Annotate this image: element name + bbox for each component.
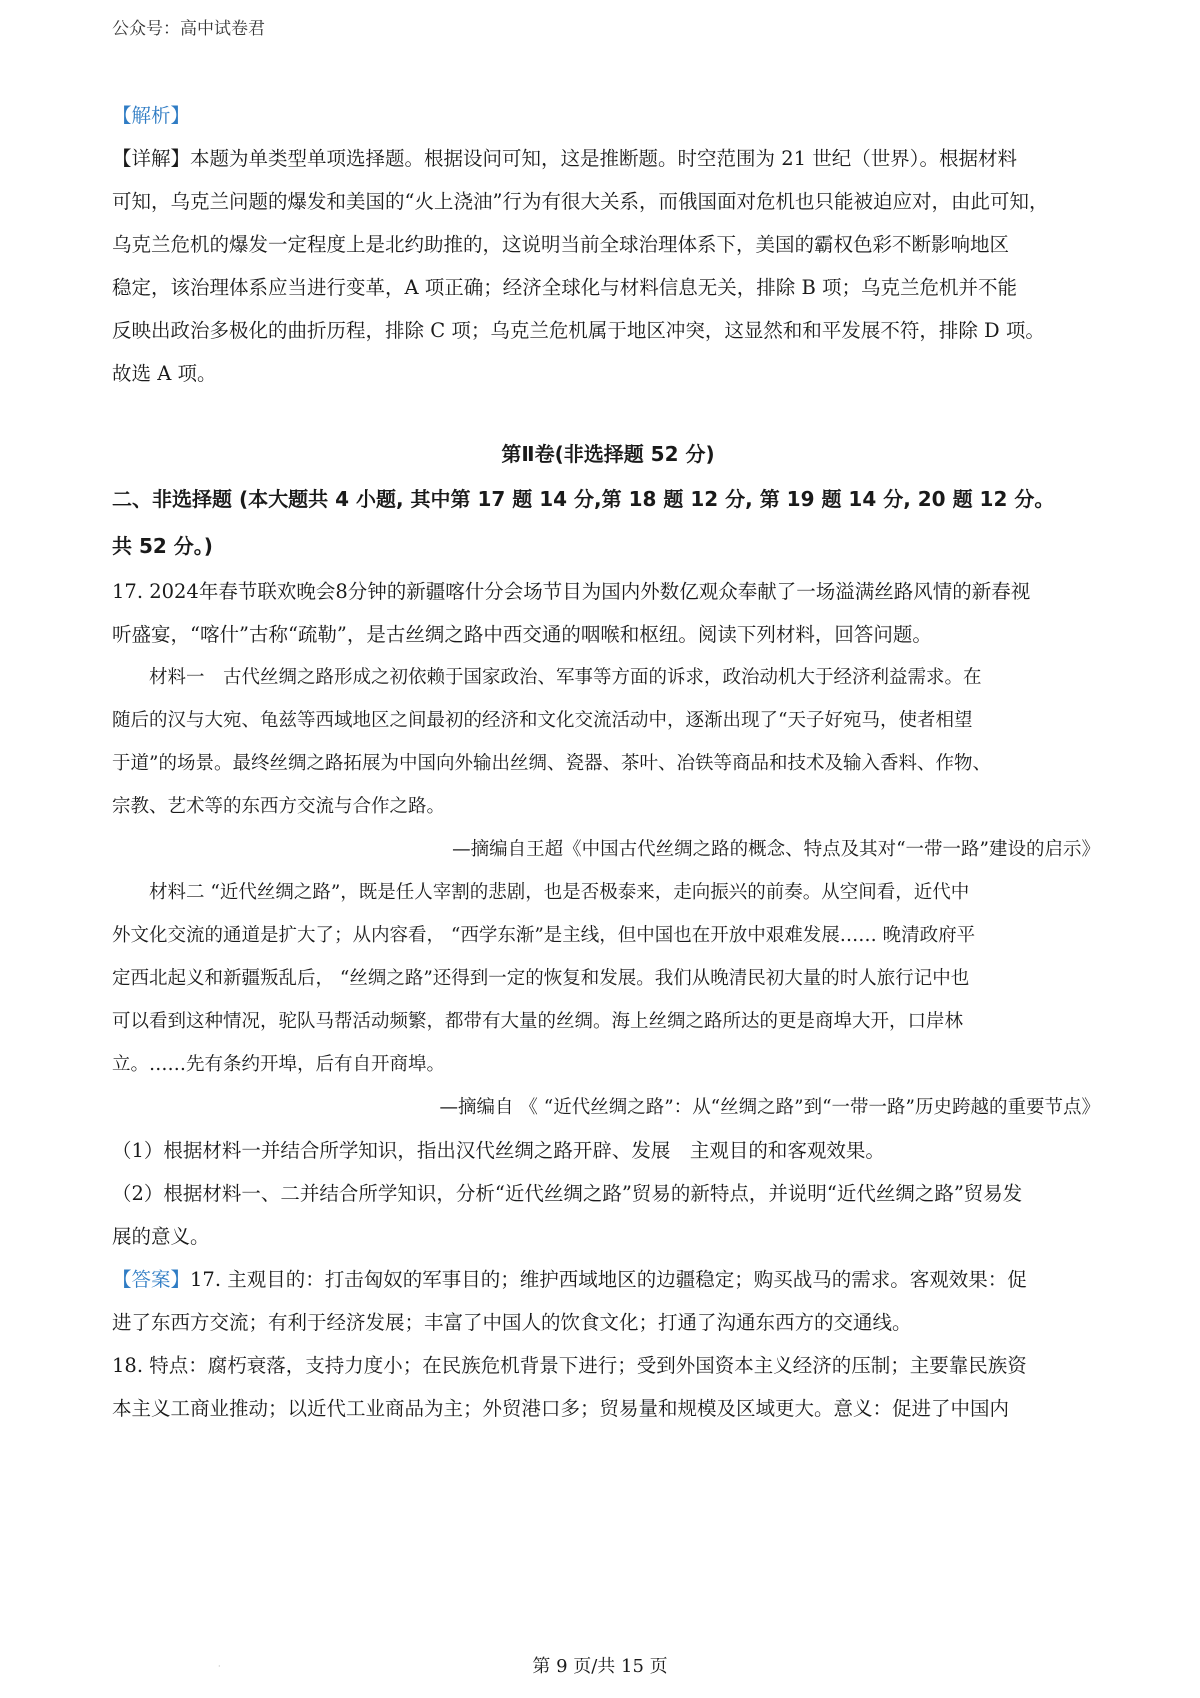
q17-sub2-line-2: 展的意义。 [112, 1225, 210, 1248]
analysis-line-1: 【详解】本题为单类型单项选择题。根据设问可知，这是推断题。时空范围为 21 世纪（世界）。根据材料 [112, 147, 1017, 170]
material1-source: —摘编自王超《中国古代丝绸之路的概念、特点及其对“一带一路”建设的启示》 [452, 839, 1100, 860]
material1-line-4: 宗教、艺术等的东西方交流与合作之路。 [112, 796, 446, 817]
q17-sub1: （1）根据材料一并结合所学知识，指出汉代丝绸之路开辟、发展 主观目的和客观效果。 [112, 1139, 885, 1162]
q17-sub2-line-1: （2）根据材料一、二并结合所学知识，分析“近代丝绸之路”贸易的新特点，并说明“近代丝绸之路”贸易发 [112, 1182, 1023, 1205]
q17-stem-2: 听盛宴，“喀什”古称“疏勒”，是古丝绸之路中西交通的咽喉和枢纽。阅读下列材料，回答问题。 [112, 623, 932, 646]
header-note: 公众号：高中试卷君 [112, 19, 265, 39]
analysis-line-4: 稳定，该治理体系应当进行变革，A 项正确；经济全球化与材料信息无关，排除 B 项；乌克兰危机并不能 [112, 276, 1018, 299]
analysis-line-3: 乌克兰危机的爆发一定程度上是北约助推的，这说明当前全球治理体系下，美国的霸权色彩不断影响地区 [112, 233, 1010, 256]
answer-18-line-2: 本主义工商业推动；以近代工业商品为主；外贸港口多；贸易量和规模及区域更大。意义：促进了中国内 [112, 1397, 1010, 1420]
material2-line-3: 定西北起义和新疆叛乱后， “丝绸之路”还得到一定的恢复和发展。我们从晚清民初大量的时人旅行记中也 [112, 968, 970, 989]
section-heading-2: 共 52 分。) [112, 534, 213, 558]
analysis-line-2: 可知，乌克兰问题的爆发和美国的“火上浇油”行为有很大关系，而俄国面对危机也只能被迫应对，由此可知， [112, 190, 1049, 213]
material2-source: —摘编自 《 “近代丝绸之路”：从“丝绸之路”到“一带一路”历史跨越的重要节点》 [439, 1097, 1100, 1118]
section-title: 第Ⅱ卷(非选择题 52 分) [501, 442, 715, 466]
answer-17-line-2: 进了东西方交流；有利于经济发展；丰富了中国人的饮食文化；打通了沟通东西方的交通线。 [112, 1311, 912, 1334]
q17-stem-1: 17. 2024年春节联欢晚会8分钟的新疆喀什分会场节目为国内外数亿观众奉献了一场溢满丝路风情的新春视 [112, 580, 1031, 603]
section-heading-1: 二、非选择题 (本大题共 4 小题, 其中第 17 题 14 分,第 18 题 12 分, 第 19 题 14 分, 20 题 12 分。 [112, 487, 1055, 511]
scan-dot: · [218, 1662, 221, 1671]
material1-line-3: 于道”的场景。最终丝绸之路拓展为中国向外输出丝绸、瓷器、茶叶、冶铁等商品和技术及输入香料、作物、 [112, 753, 991, 774]
material1-line-1: 材料一 古代丝绸之路形成之初依赖于国家政治、军事等方面的诉求，政治动机大于经济利益需求。在 [149, 667, 982, 688]
detail-label: 【详解】 [112, 147, 191, 170]
analysis-label: 【解析】 [112, 104, 191, 127]
analysis-line-5: 反映出政治多极化的曲折历程，排除 C 项；乌克兰危机属于地区冲突，这显然和和平发展不符，排除 D 项。 [112, 319, 1045, 342]
answer-17-line-1: 【答案】17. 主观目的：打击匈奴的军事目的；维护西域地区的边疆稳定；购买战马的需求。客观效果：促 [112, 1268, 1027, 1291]
material1-line-2: 随后的汉与大宛、龟兹等西域地区之间最初的经济和文化交流活动中，逐渐出现了“天子好宛马，使者相望 [112, 710, 973, 731]
answer-18-line-1: 18. 特点：腐朽衰落，支持力度小；在民族危机背景下进行；受到外国资本主义经济的压制；主要靠民族资 [112, 1354, 1027, 1377]
analysis-line-6: 故选 A 项。 [112, 362, 217, 385]
material2-line-1: 材料二 “近代丝绸之路”，既是任人宰割的悲剧，也是否极泰来，走向振兴的前奏。从空间看，近代中 [149, 882, 970, 903]
material2-line-2: 外文化交流的通道是扩大了；从内容看， “西学东渐”是主线，但中国也在开放中艰难发展…… 晚清政府平 [112, 925, 976, 946]
material2-line-5: 立。……先有条约开埠，后有自开商埠。 [112, 1054, 446, 1075]
page-footer: 第 9 页/共 15 页 [532, 1656, 668, 1677]
material2-line-4: 可以看到这种情况，驼队马帮活动频繁，都带有大量的丝绸。海上丝绸之路所达的更是商埠大开，口岸林 [112, 1011, 964, 1032]
content [112, 94, 1104, 1430]
answer-label: 【答案】 [112, 1268, 191, 1291]
